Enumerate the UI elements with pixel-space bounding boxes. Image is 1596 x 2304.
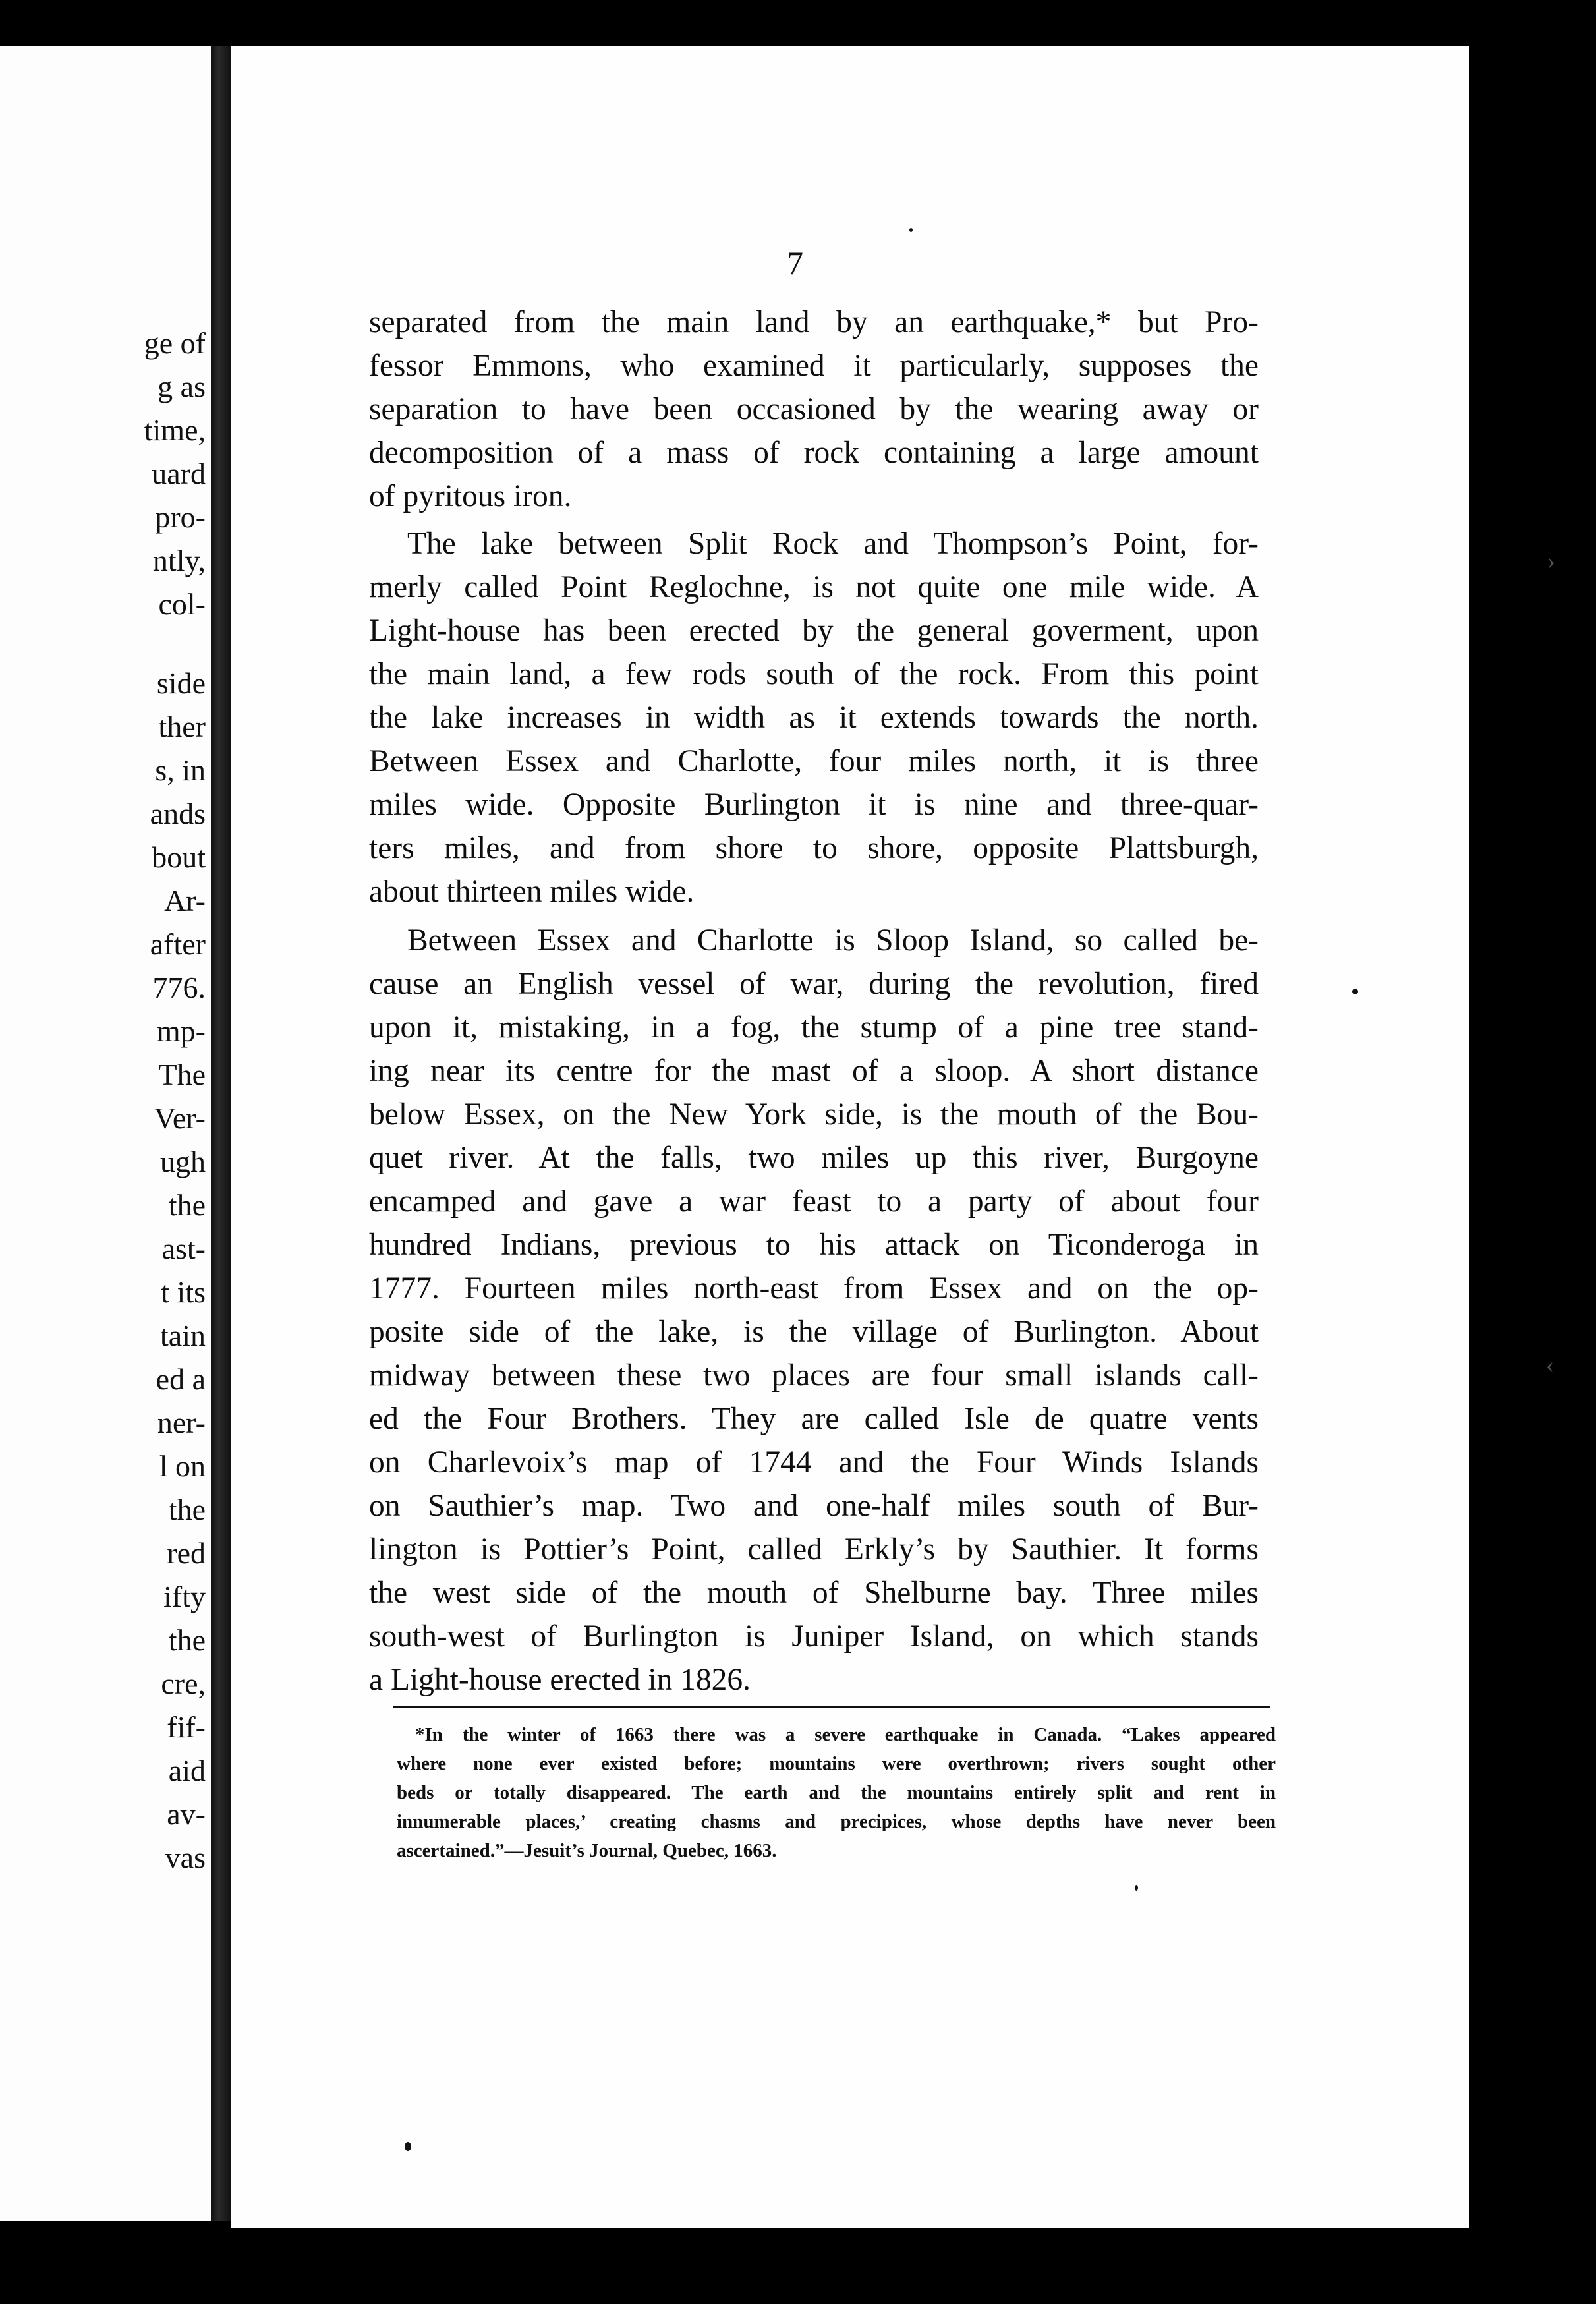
facing-page-fragment: red (167, 1536, 206, 1570)
ink-speck (909, 228, 913, 232)
facing-page-fragment: the (168, 1623, 206, 1657)
facing-page-fragment: Ar- (164, 884, 206, 917)
facing-page-fragment: Ver- (154, 1101, 206, 1135)
body-line: Between Essex and Charlotte is Sloop Island, so called be- (407, 923, 1259, 958)
body-line: decomposition of a mass of rock containing a large amount (369, 436, 1259, 470)
body-line: 1777. Fourteen miles north-east from Essex and on the op- (369, 1271, 1259, 1306)
facing-page-fragment: pro- (155, 500, 206, 534)
body-line: separation to have been occasioned by the wearing away or (369, 392, 1259, 426)
body-line: fessor Emmons, who examined it particularly, supposes the (369, 349, 1259, 383)
body-line: separated from the main land by an earthquake,* but Pro- (369, 305, 1259, 339)
body-line: of pyritous iron. (369, 479, 572, 513)
facing-page-fragment: The (158, 1058, 206, 1091)
body-line: Light-house has been erected by the general goverment, upon (369, 614, 1259, 648)
body-line: ed the Four Brothers. They are called Isle de quatre vents (369, 1402, 1259, 1436)
ink-speck (1135, 1885, 1138, 1891)
facing-page-fragment: ther (158, 710, 206, 743)
facing-page-fragment: uard (152, 457, 206, 490)
footnote-line: ascertained.”—Jesuit’s Journal, Quebec, 1663. (397, 1840, 777, 1861)
facing-page-fragment: ifty (163, 1580, 206, 1613)
body-line: midway between these two places are four small islands call- (369, 1358, 1259, 1393)
facing-page-fragment: side (156, 666, 206, 700)
facing-page-fragment: the (168, 1188, 206, 1222)
body-line: encamped and gave a war feast to a party of about four (369, 1184, 1259, 1219)
footnote-line: *In the winter of 1663 there was a severe earthquake in Canada. “Lakes appeared (415, 1724, 1276, 1745)
body-line: the west side of the mouth of Shelburne bay. Three miles (369, 1576, 1259, 1610)
margin-mark: › (1547, 548, 1555, 574)
footnote-line: innumerable places,’ creating chasms and precipices, whose depths have never been (397, 1811, 1276, 1832)
body-line: ing near its centre for the mast of a sloop. A short distance (369, 1054, 1259, 1088)
facing-page-fragment: col- (158, 587, 206, 621)
facing-page-fragment: bout (152, 840, 206, 874)
ink-speck (1352, 989, 1358, 994)
facing-page-fragment: av- (167, 1797, 206, 1831)
facing-page-fragment: t its (161, 1275, 206, 1309)
facing-page-fragment: time, (144, 413, 206, 447)
body-line: ters miles, and from shore to shore, opposite Plattsburgh, (369, 831, 1259, 865)
body-line: hundred Indians, previous to his attack on Ticonderoga in (369, 1228, 1259, 1262)
facing-page-fragment: mp- (156, 1014, 206, 1048)
facing-page-fragment: l on (159, 1449, 206, 1483)
footnote-line: where none ever existed before; mountains were overthrown; rivers sought other (397, 1753, 1276, 1774)
body-line: on Sauthier’s map. Two and one-half miles south of Bur- (369, 1489, 1259, 1523)
body-line: merly called Point Reglochne, is not quite one mile wide. A (369, 570, 1259, 604)
facing-page-fragment: fif- (167, 1710, 206, 1744)
facing-page-fragment: cre, (161, 1667, 206, 1700)
body-line: below Essex, on the New York side, is the mouth of the Bou- (369, 1097, 1259, 1132)
facing-page-fragment: tain (160, 1319, 206, 1352)
facing-page-fragment: s, in (155, 753, 206, 787)
body-line: miles wide. Opposite Burlington it is nine and three-quar- (369, 788, 1259, 822)
facing-page-fragment: g as (157, 370, 206, 403)
body-line: the main land, a few rods south of the rock. From this point (369, 657, 1259, 691)
body-line: on Charlevoix’s map of 1744 and the Four Winds Islands (369, 1445, 1259, 1480)
facing-page-fragment: after (150, 927, 206, 961)
facing-page-fragment: the (168, 1493, 206, 1526)
body-line: cause an English vessel of war, during the revolution, fired (369, 967, 1259, 1001)
margin-mark: ‹ (1546, 1352, 1554, 1378)
facing-page-fragment: 776. (152, 971, 206, 1004)
book-gutter (211, 46, 231, 2221)
facing-page-fragment: ugh (160, 1145, 206, 1178)
footnote-line: beds or totally disappeared. The earth and the mountains entirely split and rent in (397, 1782, 1276, 1803)
footnote-rule (393, 1706, 1270, 1708)
facing-page-fragment: ed a (156, 1362, 206, 1396)
page-number: 7 (787, 245, 803, 281)
facing-page-fragment: vas (165, 1841, 206, 1874)
body-line: posite side of the lake, is the village of Burlington. About (369, 1315, 1259, 1349)
facing-page-fragment: aid (168, 1754, 206, 1787)
facing-page (0, 46, 211, 2221)
ink-speck (405, 2142, 411, 2151)
body-line: the lake increases in width as it extends towards the north. (369, 701, 1259, 735)
body-line: quet river. At the falls, two miles up this river, Burgoyne (369, 1141, 1259, 1175)
facing-page-fragment: ast- (161, 1232, 206, 1265)
facing-page-fragment: ge of (144, 326, 206, 360)
facing-page-fragment: ntly, (152, 544, 206, 577)
body-line: about thirteen miles wide. (369, 875, 695, 909)
body-line: a Light-house erected in 1826. (369, 1663, 751, 1697)
body-line: The lake between Split Rock and Thompson’s Point, for- (407, 527, 1259, 561)
body-line: south-west of Burlington is Juniper Island, on which stands (369, 1619, 1259, 1654)
body-line: Between Essex and Charlotte, four miles north, it is three (369, 744, 1259, 778)
body-line: upon it, mistaking, in a fog, the stump of a pine tree stand- (369, 1010, 1259, 1045)
facing-page-fragment: ner- (157, 1406, 206, 1439)
body-line: lington is Pottier’s Point, called Erkly’s by Sauthier. It forms (369, 1532, 1259, 1567)
facing-page-fragment: ands (150, 797, 206, 830)
